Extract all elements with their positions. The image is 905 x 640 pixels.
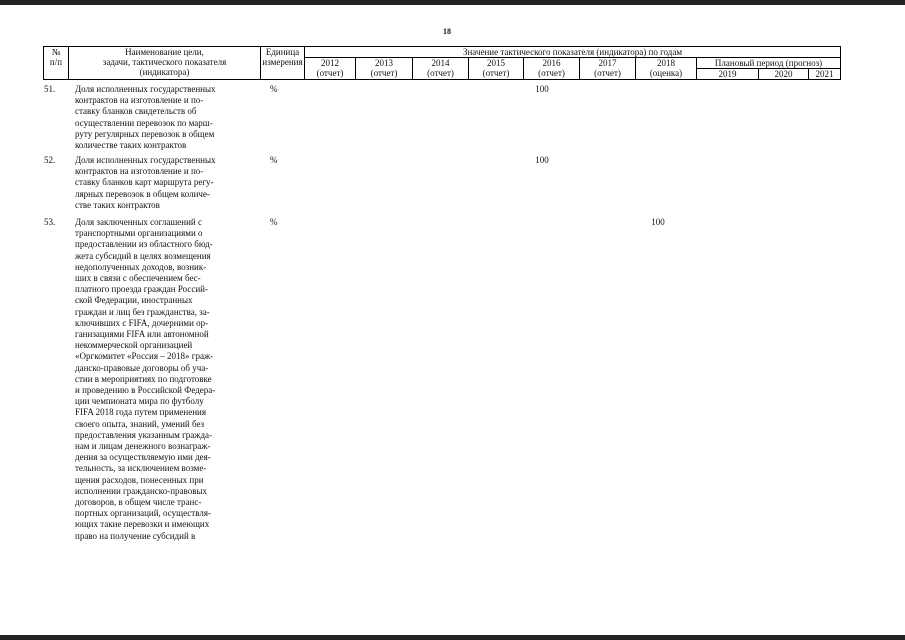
year-2017-header: 2017 (отчет) bbox=[580, 58, 636, 80]
year-2021-header: 2021 bbox=[809, 69, 841, 80]
col-num-header: № п/п bbox=[44, 47, 69, 80]
indicator-name: Доля исполненных государственных контрактов на изготовление и по- ставку бланков карт маршрута регу- лярных перевозок в общем количе- стве таких контрактов bbox=[75, 155, 216, 210]
year-2020-header: 2020 bbox=[759, 69, 809, 80]
values-title: Значение тактического показателя (индикатора) по годам bbox=[305, 47, 841, 58]
table-row bbox=[0, 217, 905, 557]
indicator-name: Доля исполненных государственных контрактов на изготовление и по- ставку бланков свидетельств об осуществлении перевозок по марш- руту регулярных перевозок в общем количестве таких контрактов bbox=[75, 84, 216, 151]
plan-period-header: Плановый период (прогноз) bbox=[697, 58, 841, 69]
top-border bbox=[0, 0, 905, 5]
table-row bbox=[0, 84, 905, 154]
unit-cell: % bbox=[270, 217, 278, 227]
year-2014-header: 2014 (отчет) bbox=[413, 58, 469, 80]
unit-cell: % bbox=[270, 155, 278, 165]
header-table bbox=[43, 46, 841, 80]
indicator-name: Доля заключенных соглашений с транспортными организациями о предоставлении из областного бюд- жета субсидий в целях возмещения недополученных доходов, возник- ших в связи с обеспечением бес- платного проезда граждан Россий- ской Федерации, иностранных граждан и лиц без гражданства, за- ключивших с FIFA, дочерними ор- ганизациями FIFA или автономной некоммерческой организацией «Оргкомитет «Россия – 2018» граж- данско-правовые договоры об уча- стии в мероприятиях по подготовке и проведению в Российской Федера- ции чемпионата мира по футболу FIFA 2018 года путем применения своего опыта, знаний, умений без предоставления указанным гражда- нам и лицам денежного вознаграж- дения за осуществляемую ими дея- тельность, за исключением возме- щения расходов, понесенных при исполнении гражданско-правовых договоров, в общем числе транс- портных организаций, осуществля- ющих такие перевозки и имеющих право на получение субсидий в bbox=[75, 217, 216, 541]
page-number: 18 bbox=[443, 27, 451, 36]
year-2015-header: 2015 (отчет) bbox=[469, 58, 524, 80]
year-2018-header: 2018 (оценка) bbox=[636, 58, 697, 80]
col-unit-header: Единица измерения bbox=[261, 47, 305, 80]
row-number: 51. bbox=[44, 84, 56, 94]
value-2016: 100 bbox=[535, 155, 549, 165]
table-row bbox=[0, 155, 905, 215]
year-2016-header: 2016 (отчет) bbox=[524, 58, 580, 80]
unit-cell: % bbox=[270, 84, 278, 94]
year-2012-header: 2012 (отчет) bbox=[305, 58, 356, 80]
col-name-header: Наименование цели, задачи, тактического показателя (индикатора) bbox=[69, 47, 261, 80]
bottom-border bbox=[0, 635, 905, 640]
year-2019-header: 2019 bbox=[697, 69, 759, 80]
row-number: 53. bbox=[44, 217, 56, 227]
row-number: 52. bbox=[44, 155, 56, 165]
value-2018: 100 bbox=[651, 217, 665, 227]
value-2016: 100 bbox=[535, 84, 549, 94]
year-2013-header: 2013 (отчет) bbox=[356, 58, 413, 80]
